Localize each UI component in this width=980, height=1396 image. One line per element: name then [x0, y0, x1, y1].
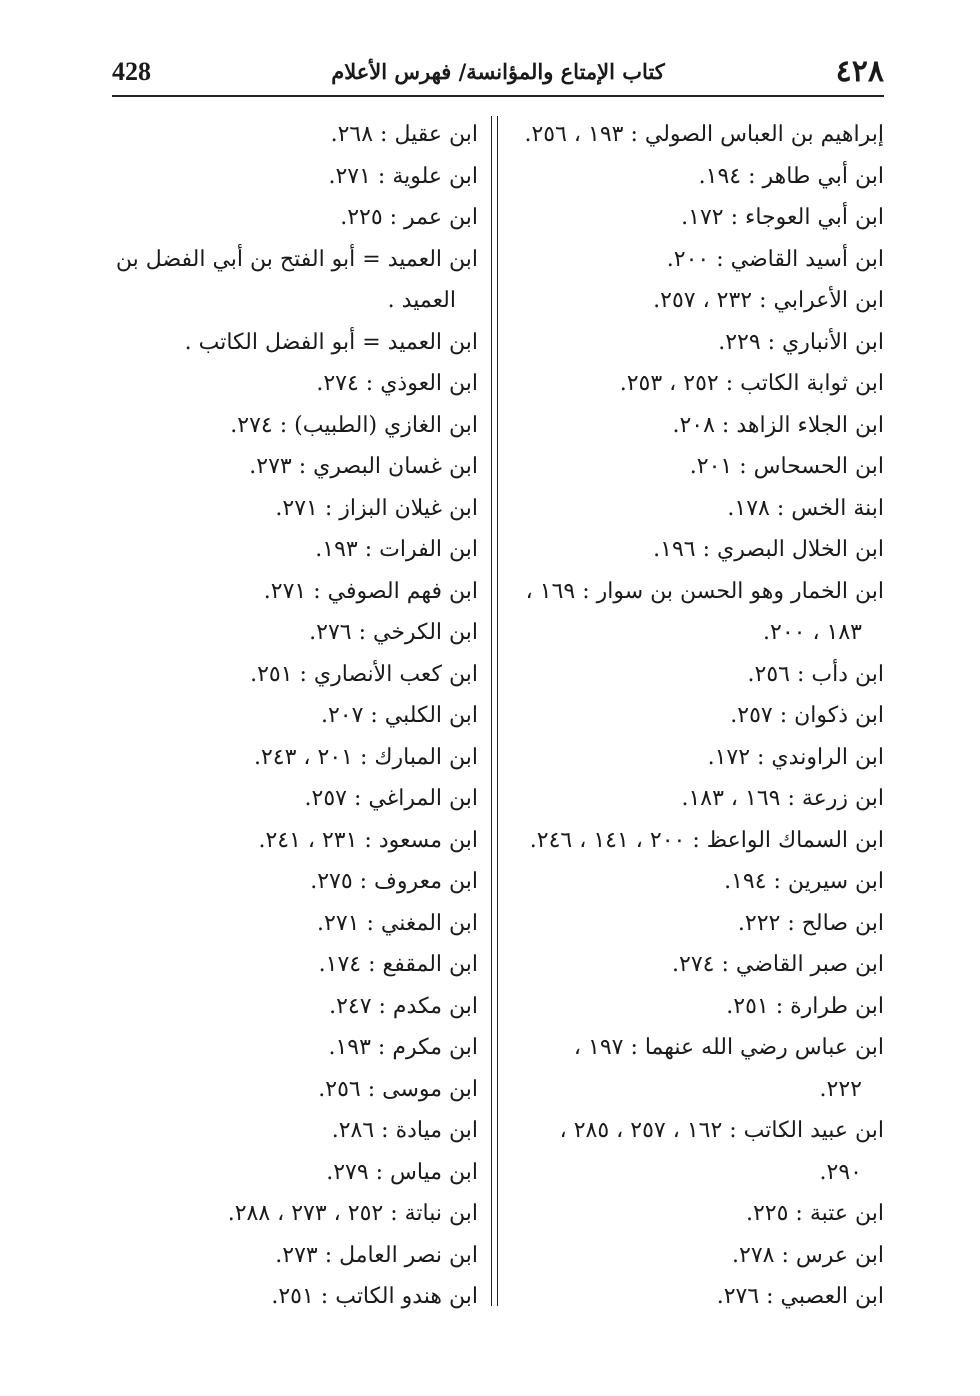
index-entry: ابن أبي طاهر : ١٩٤. — [698, 163, 884, 189]
index-entry: ابن غيلان البزاز : ٢٧١. — [275, 495, 478, 521]
column-divider — [491, 116, 492, 1306]
index-entry: ابن أبي العوجاء : ١٧٢. — [681, 205, 884, 230]
index-entry: ابن مكرم : ١٩٣. — [328, 1035, 478, 1060]
index-entry: ابن الجلاء الزاهد : ٢٠٨. — [672, 412, 884, 438]
index-entry: ابن طرارة : ٢٥١. — [726, 993, 884, 1019]
index-entry: ابن العميد = أبو الفضل الكاتب . — [184, 329, 478, 355]
index-entry-continuation: ٢٢٢. — [819, 1076, 862, 1102]
index-entry: ابن المقفع : ١٧٤. — [318, 952, 478, 977]
index-entry: ابن الكلبي : ٢٠٧. — [320, 703, 478, 728]
index-entry: ابن نباتة : ٢٥٢ ، ٢٧٣ ، ٢٨٨. — [227, 1201, 478, 1226]
index-entry: ابن نصر العامل : ٢٧٣. — [275, 1242, 478, 1268]
index-entry: ابن علوية : ٢٧١. — [328, 163, 478, 189]
page-number-arabic: ٤٢٨ — [835, 54, 884, 89]
index-entry: ابن الراوندي : ١٧٢. — [707, 744, 884, 770]
index-entry: ابن عتبة : ٢٢٥. — [745, 1201, 884, 1226]
index-entry: ابن العوذي : ٢٧٤. — [316, 371, 478, 396]
running-title: كتاب الإمتاع والمؤانسة/ فهرس الأعلام — [331, 59, 665, 84]
index-entry: ابن هندو الكاتب : ٢٥١. — [271, 1284, 478, 1309]
index-entry: ابن السماك الواعظ : ٢٠٠ ، ١٤١ ، ٢٤٦. — [529, 827, 884, 853]
index-entry: ابن عبيد الكاتب : ١٦٢ ، ٢٥٧ ، ٢٨٥ ، — [559, 1118, 884, 1143]
index-entry: ابن ذكوان : ٢٥٧. — [730, 703, 884, 728]
index-entry: ابن المراغي : ٢٥٧. — [304, 786, 478, 811]
index-entry: ابن العميد = أبو الفتح بن أبي الفضل بن — [115, 246, 478, 272]
index-column-left — [106, 114, 478, 1318]
header-rule — [112, 95, 884, 97]
index-entry: ابن ثوابة الكاتب : ٢٥٢ ، ٢٥٣. — [619, 371, 884, 396]
index-entry-continuation: العميد . — [387, 288, 456, 313]
index-entry: ابن مسعود : ٢٣١ ، ٢٤١. — [258, 827, 478, 853]
index-entry-continuation: ٢٩٠. — [819, 1159, 862, 1185]
index-entry: ابن الفرات : ١٩٣. — [315, 537, 478, 562]
index-entry: ابن الخمار وهو الحسن بن سوار : ١٦٩ ، — [525, 578, 884, 604]
column-divider — [497, 116, 498, 1306]
index-entry: ابن عمر : ٢٢٥. — [340, 205, 478, 230]
page-header — [112, 52, 884, 92]
index-entry: ابن صبر القاضي : ٢٧٤. — [672, 952, 884, 977]
index-column-right — [522, 114, 884, 1318]
index-entry: ابن كعب الأنصاري : ٢٥١. — [250, 661, 478, 687]
index-entry: ابن دأب : ٢٥٦. — [747, 661, 884, 687]
index-entry: ابن سيرين : ١٩٤. — [724, 869, 884, 894]
index-entry: ابن الحسحاس : ٢٠١. — [689, 454, 884, 479]
index-entry: ابن الأعرابي : ٢٣٢ ، ٢٥٧. — [653, 288, 884, 313]
index-entry: ابن المغني : ٢٧١. — [317, 910, 478, 936]
index-entry: ابن الغازي (الطبيب) : ٢٧٤. — [230, 412, 478, 438]
index-entry: ابن الأنباري : ٢٢٩. — [718, 329, 884, 355]
index-entry: إبراهيم بن العباس الصولي : ١٩٣ ، ٢٥٦. — [524, 122, 884, 147]
index-entry: ابن الخلال البصري : ١٩٦. — [653, 537, 884, 562]
index-entry: ابن عباس رضي الله عنهما : ١٩٧ ، — [573, 1035, 884, 1060]
index-entry: ابن زرعة : ١٦٩ ، ١٨٣. — [681, 786, 884, 811]
index-entry: ابن الكرخي : ٢٧٦. — [309, 620, 478, 645]
index-entry: ابن مياس : ٢٧٩. — [326, 1159, 478, 1185]
index-entry: ابن عقيل : ٢٦٨. — [330, 122, 478, 147]
index-entry: ابن صالح : ٢٢٢. — [737, 910, 884, 936]
index-entry: ابن معروف : ٢٧٥. — [310, 869, 478, 894]
index-entry: ابن غسان البصري : ٢٧٣. — [249, 454, 478, 479]
index-entry: ابن أسيد القاضي : ٢٠٠. — [666, 246, 884, 272]
index-entry: ابن فهم الصوفي : ٢٧١. — [263, 578, 478, 604]
index-entry: ابن المبارك : ٢٠١ ، ٢٤٣. — [253, 744, 478, 770]
index-entry: ابن العصبي : ٢٧٦. — [716, 1284, 884, 1309]
index-entry: ابن موسى : ٢٥٦. — [318, 1076, 478, 1102]
index-entry: ابنة الخس : ١٧٨. — [727, 495, 884, 521]
index-entry: ابن مكدم : ٢٤٧. — [329, 993, 478, 1019]
index-entry: ابن عرس : ٢٧٨. — [732, 1242, 884, 1268]
page-number-latin: 428 — [112, 57, 151, 86]
index-entry: ابن ميادة : ٢٨٦. — [331, 1118, 478, 1143]
index-entry-continuation: ١٨٣ ، ٢٠٠. — [763, 620, 862, 645]
